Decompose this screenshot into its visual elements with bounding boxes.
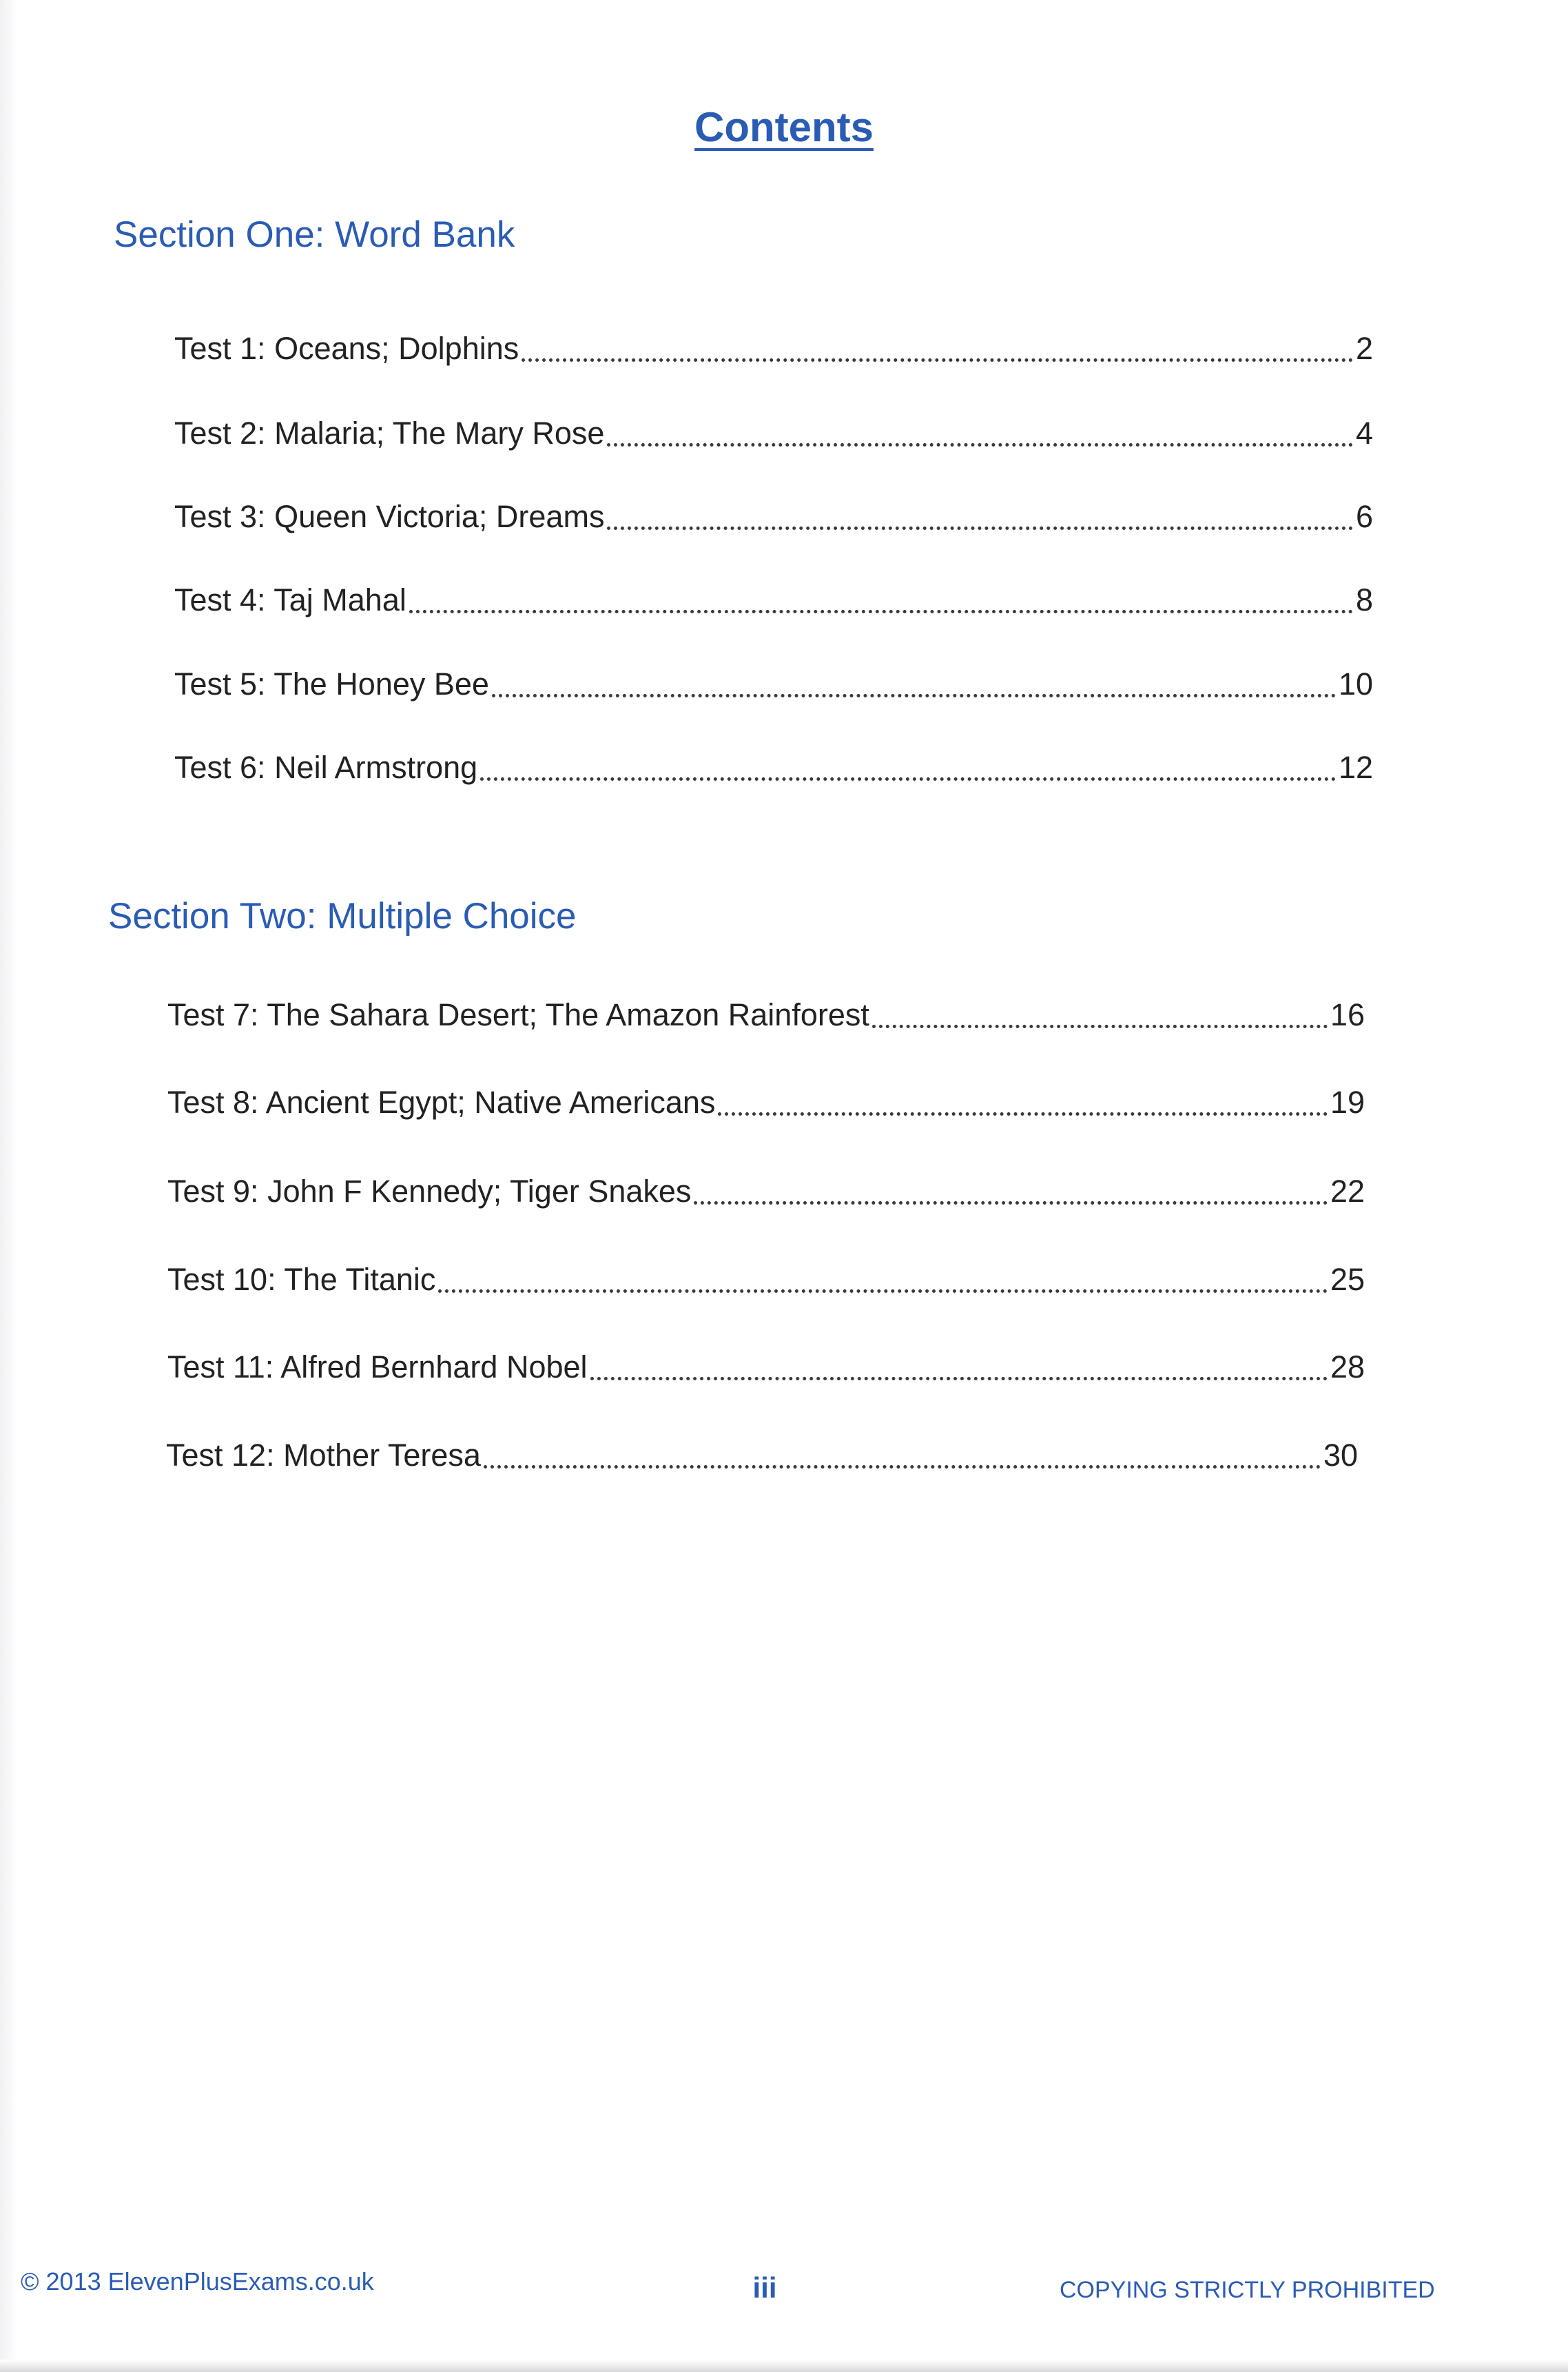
- footer-copyright: © 2013 ElevenPlusExams.co.uk: [21, 2267, 374, 2296]
- page-edge-shadow: [0, 2360, 1568, 2372]
- toc-entry-title: Test 2: Malaria; The Mary Rose: [174, 416, 605, 451]
- section-heading-multiple-choice: Section Two: Multiple Choice: [108, 896, 577, 937]
- page-title: Contents: [694, 104, 874, 150]
- toc-entry-test-1: [174, 327, 1373, 370]
- toc-page-number: 8: [1355, 582, 1373, 617]
- toc-entry-title: Test 8: Ancient Egypt; Native Americans: [167, 1085, 716, 1120]
- toc-page-number: 6: [1355, 499, 1373, 534]
- toc-entry-title: Test 12: Mother Teresa: [166, 1438, 481, 1473]
- toc-page-number: 25: [1330, 1262, 1365, 1297]
- dot-leader: [590, 1377, 1328, 1380]
- toc-page-number: 10: [1338, 666, 1373, 702]
- toc-entry-title: Test 4: Taj Mahal: [174, 582, 406, 617]
- toc-page-number: 28: [1330, 1349, 1365, 1384]
- toc-entry-title: Test 7: The Sahara Desert; The Amazon Rainforest: [167, 997, 869, 1032]
- toc-entry-test-11: [167, 1346, 1365, 1389]
- dot-leader: [409, 610, 1353, 613]
- toc-entry-title: Test 5: The Honey Bee: [174, 666, 489, 702]
- dot-leader: [718, 1112, 1328, 1116]
- footer-notice: COPYING STRICTLY PROHIBITED: [1060, 2277, 1435, 2303]
- toc-entry-test-9: [167, 1170, 1365, 1213]
- page-edge-shadow: [0, 0, 18, 2372]
- toc-page-number: 4: [1355, 416, 1373, 451]
- toc-entry-title: Test 10: The Titanic: [167, 1262, 436, 1297]
- toc-page-number: 2: [1355, 331, 1373, 366]
- toc-entry-test-10: [167, 1258, 1365, 1301]
- dot-leader: [522, 358, 1353, 362]
- toc-entry-title: Test 6: Neil Armstrong: [174, 750, 478, 785]
- toc-entry-test-5: [174, 663, 1373, 706]
- toc-entry-test-3: [174, 495, 1373, 538]
- toc-page-number: 22: [1330, 1174, 1365, 1209]
- dot-leader: [480, 777, 1336, 781]
- dot-leader: [438, 1289, 1328, 1293]
- toc-entry-test-12: [166, 1434, 1358, 1477]
- toc-page-number: 16: [1330, 997, 1365, 1032]
- toc-entry-test-6: [174, 746, 1373, 789]
- dot-leader: [607, 526, 1353, 530]
- dot-leader: [694, 1201, 1328, 1205]
- toc-entry-test-8: [167, 1081, 1365, 1124]
- footer-page-number: iii: [752, 2271, 777, 2304]
- toc-page-number: 19: [1330, 1085, 1365, 1120]
- toc-page-number: 30: [1323, 1438, 1358, 1473]
- dot-leader: [607, 443, 1353, 447]
- toc-entry-test-4: [174, 579, 1373, 622]
- toc-entry-test-7: [167, 994, 1365, 1036]
- toc-page-number: 12: [1338, 750, 1373, 785]
- toc-entry-title: Test 9: John F Kennedy; Tiger Snakes: [167, 1174, 692, 1209]
- dot-leader: [872, 1025, 1328, 1028]
- toc-entry-test-2: [174, 412, 1373, 455]
- toc-entry-title: Test 11: Alfred Bernhard Nobel: [167, 1349, 588, 1384]
- dot-leader: [492, 694, 1336, 697]
- dot-leader: [484, 1465, 1321, 1469]
- toc-entry-title: Test 1: Oceans; Dolphins: [174, 331, 519, 366]
- section-heading-word-bank: Section One: Word Bank: [114, 214, 515, 255]
- toc-entry-title: Test 3: Queen Victoria; Dreams: [174, 499, 605, 534]
